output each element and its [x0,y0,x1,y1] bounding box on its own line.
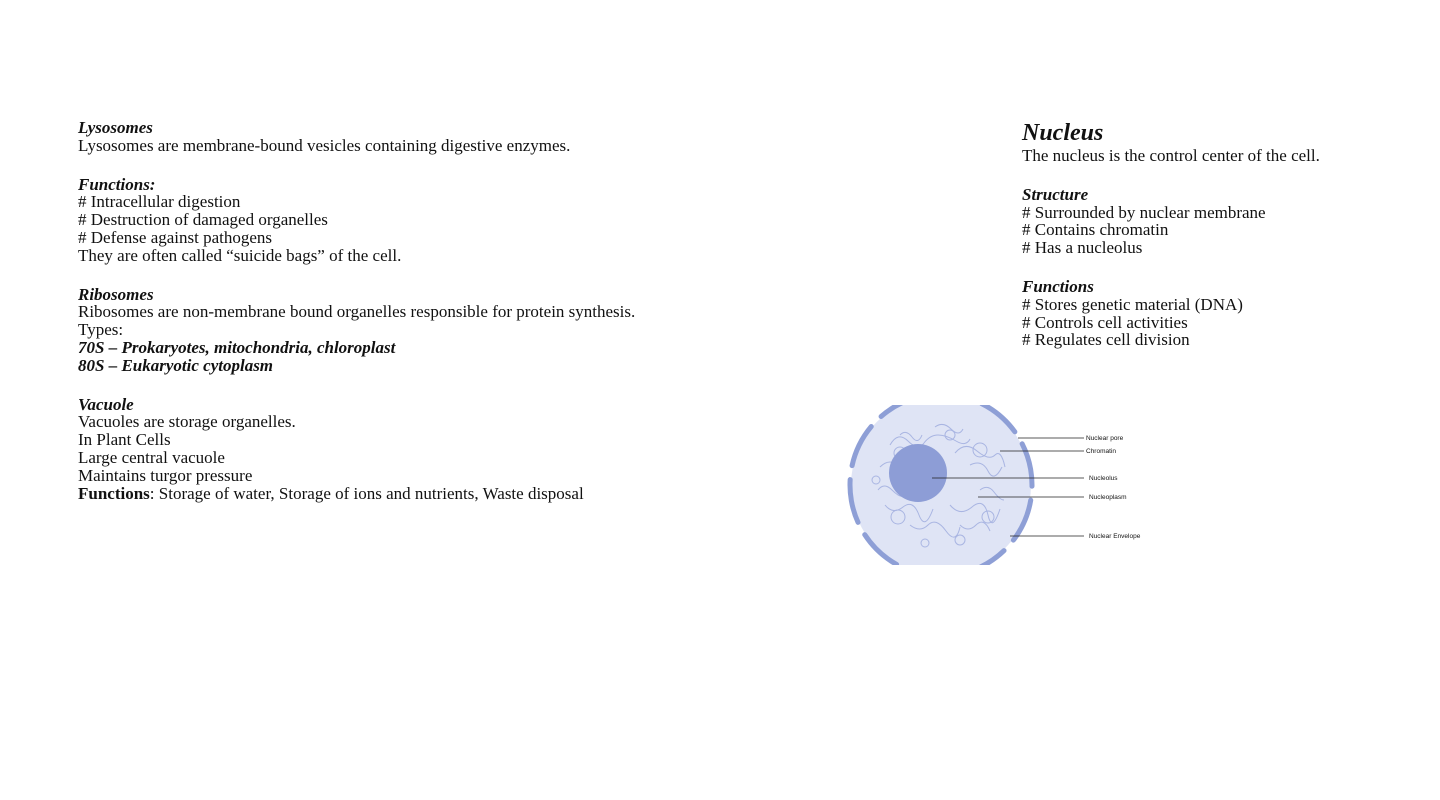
vacuole-heading: Vacuole [78,394,134,414]
label-nuclear-pore: Nuclear pore [1086,435,1124,442]
nucleus-heading: Nucleus [1022,120,1104,146]
vacuole-functions [78,485,838,503]
label-nuclear-envelope: Nuclear Envelope [1089,533,1141,540]
vacuole-line: In Plant Cells [78,430,171,450]
nucleus-description: The nucleus is the control center of the cell. [1022,146,1320,165]
nucleus-functions-heading: Functions [1022,276,1094,296]
lysosomes-functions-heading: Functions: [78,174,156,194]
nucleus-diagram [840,405,1160,565]
nucleus-structure-item: # Has a nucleolus [1022,238,1143,258]
lysosomes-description: Lysosomes are membrane-bound vesicles containing digestive enzymes. [78,135,571,155]
nucleus-structure-heading: Structure [1022,184,1089,204]
nucleus-diagram-svg [840,405,1160,565]
nucleus-function-item: # Controls cell activities [1022,312,1188,332]
label-nucleolus: Nucleolus [1089,475,1118,482]
label-chromatin: Chromatin [1086,448,1116,455]
vacuole-functions-label: Functions [78,483,150,503]
lysosomes-function-item: # Intracellular digestion [78,192,241,212]
left-column [78,119,838,502]
lysosomes-note: They are often called “suicide bags” of the cell. [78,245,402,265]
lysosomes-function-item: # Defense against pathogens [78,227,273,247]
right-column [1022,119,1432,349]
nucleus-function-item: # Regulates cell division [1022,330,1190,350]
lysosomes-function-item: # Destruction of damaged organelles [78,210,328,230]
ribosome-type-80s: 80S – Eukaryotic cytoplasm [78,355,274,375]
ribosome-type-70s: 70S – Prokaryotes, mitochondria, chloroplast [78,337,396,357]
nucleus-structure-item: # Contains chromatin [1022,220,1169,240]
vacuole-description: Vacuoles are storage organelles. [78,412,296,432]
ribosomes-description: Ribosomes are non-membrane bound organelles responsible for protein synthesis. [78,302,636,322]
ribosomes-types-label: Types: [78,320,124,340]
nucleolus [889,444,947,502]
vacuole-functions-text: : Storage of water, Storage of ions and nutrients, Waste disposal [149,483,584,503]
nucleus-function-item: # Stores genetic material (DNA) [1022,294,1243,314]
lysosomes-heading: Lysosomes [78,118,153,137]
vacuole-line: Maintains turgor pressure [78,465,253,485]
label-nucleoplasm: Nucleoplasm [1089,494,1127,501]
vacuole-line: Large central vacuole [78,447,225,467]
ribosomes-heading: Ribosomes [78,284,154,304]
nucleus-structure-item: # Surrounded by nuclear membrane [1022,202,1266,222]
